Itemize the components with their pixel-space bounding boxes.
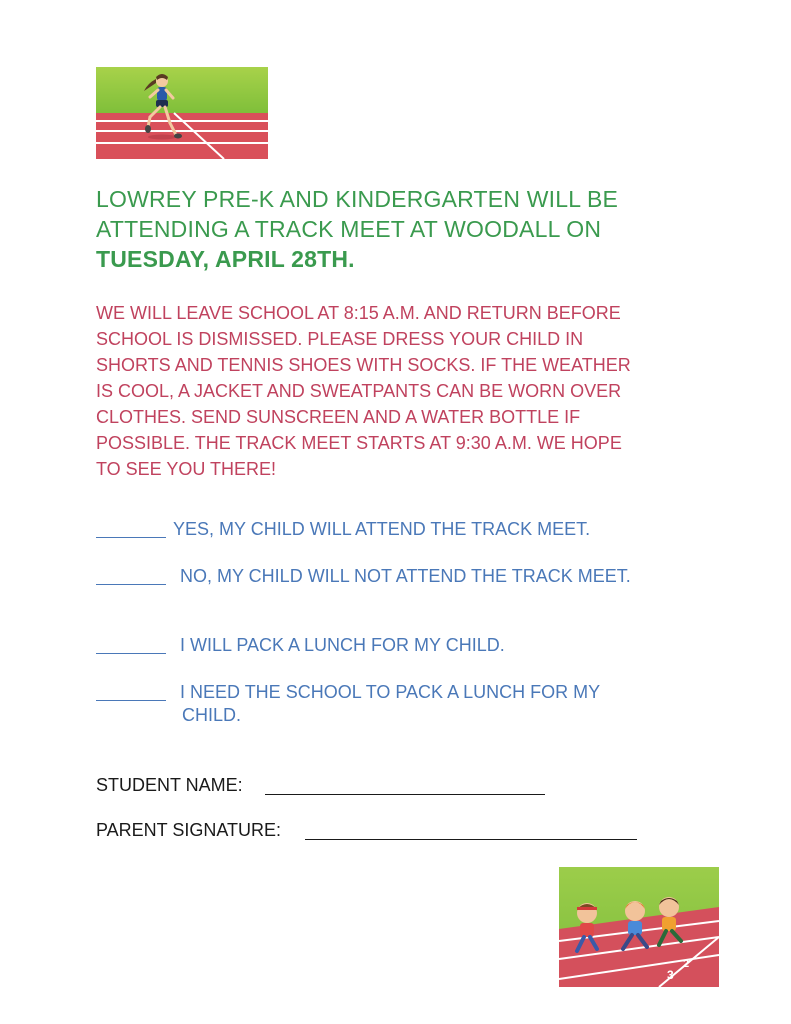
student-name-field bbox=[96, 773, 556, 799]
svg-text:2: 2 bbox=[683, 958, 690, 970]
student-name-line[interactable] bbox=[265, 794, 545, 795]
headline bbox=[96, 184, 736, 274]
student-name-label: STUDENT NAME: bbox=[96, 775, 243, 795]
parent-signature-label: PARENT SIGNATURE: bbox=[96, 820, 282, 840]
attend-yes-label: YES, MY CHILD WILL ATTEND THE TRACK MEET. bbox=[173, 519, 591, 539]
option-attend-no bbox=[96, 565, 736, 589]
event-date: TUESDAY, APRIL 28TH. bbox=[96, 246, 355, 272]
attend-no-blank[interactable] bbox=[96, 584, 166, 585]
kids-running-illustration bbox=[559, 867, 719, 987]
paragraph-line: CLOTHES. SEND SUNSCREEN AND A WATER BOTTLE IF bbox=[96, 407, 581, 427]
headline-line-1: LOWREY PRE-K AND KINDERGARTEN WILL BE bbox=[96, 186, 619, 212]
paragraph-line: SCHOOL IS DISMISSED. PLEASE DRESS YOUR CHILD IN bbox=[96, 329, 584, 349]
school-lunch-label-line-1: I NEED THE SCHOOL TO PACK A LUNCH FOR MY bbox=[180, 682, 601, 702]
attend-yes-blank[interactable] bbox=[96, 537, 166, 538]
parent-signature-field bbox=[96, 818, 646, 844]
instructions-paragraph bbox=[96, 300, 736, 482]
runner-girl-illustration bbox=[96, 67, 268, 159]
paragraph-line: SHORTS AND TENNIS SHOES WITH SOCKS. IF THE WEATHER bbox=[96, 355, 631, 375]
pack-lunch-blank[interactable] bbox=[96, 653, 166, 654]
attend-no-label: NO, MY CHILD WILL NOT ATTEND THE TRACK MEET. bbox=[180, 566, 631, 586]
option-pack-lunch bbox=[96, 634, 736, 658]
headline-line-2: ATTENDING A TRACK MEET AT WOODALL ON bbox=[96, 216, 602, 242]
paragraph-line: WE WILL LEAVE SCHOOL AT 8:15 A.M. AND RETURN BEFORE bbox=[96, 303, 621, 323]
paragraph-line: TO SEE YOU THERE! bbox=[96, 459, 277, 479]
paragraph-line: IS COOL, A JACKET AND SWEATPANTS CAN BE WORN OVER bbox=[96, 381, 622, 401]
option-school-lunch bbox=[96, 681, 736, 729]
school-lunch-blank[interactable] bbox=[96, 700, 166, 701]
option-attend-yes bbox=[96, 518, 736, 542]
pack-lunch-label: I WILL PACK A LUNCH FOR MY CHILD. bbox=[180, 635, 505, 655]
paragraph-line: POSSIBLE. THE TRACK MEET STARTS AT 9:30 A.M. WE HOPE bbox=[96, 433, 622, 453]
svg-text:3: 3 bbox=[667, 968, 674, 982]
school-lunch-label-line-2: CHILD. bbox=[182, 705, 242, 725]
parent-signature-line[interactable] bbox=[305, 839, 637, 840]
